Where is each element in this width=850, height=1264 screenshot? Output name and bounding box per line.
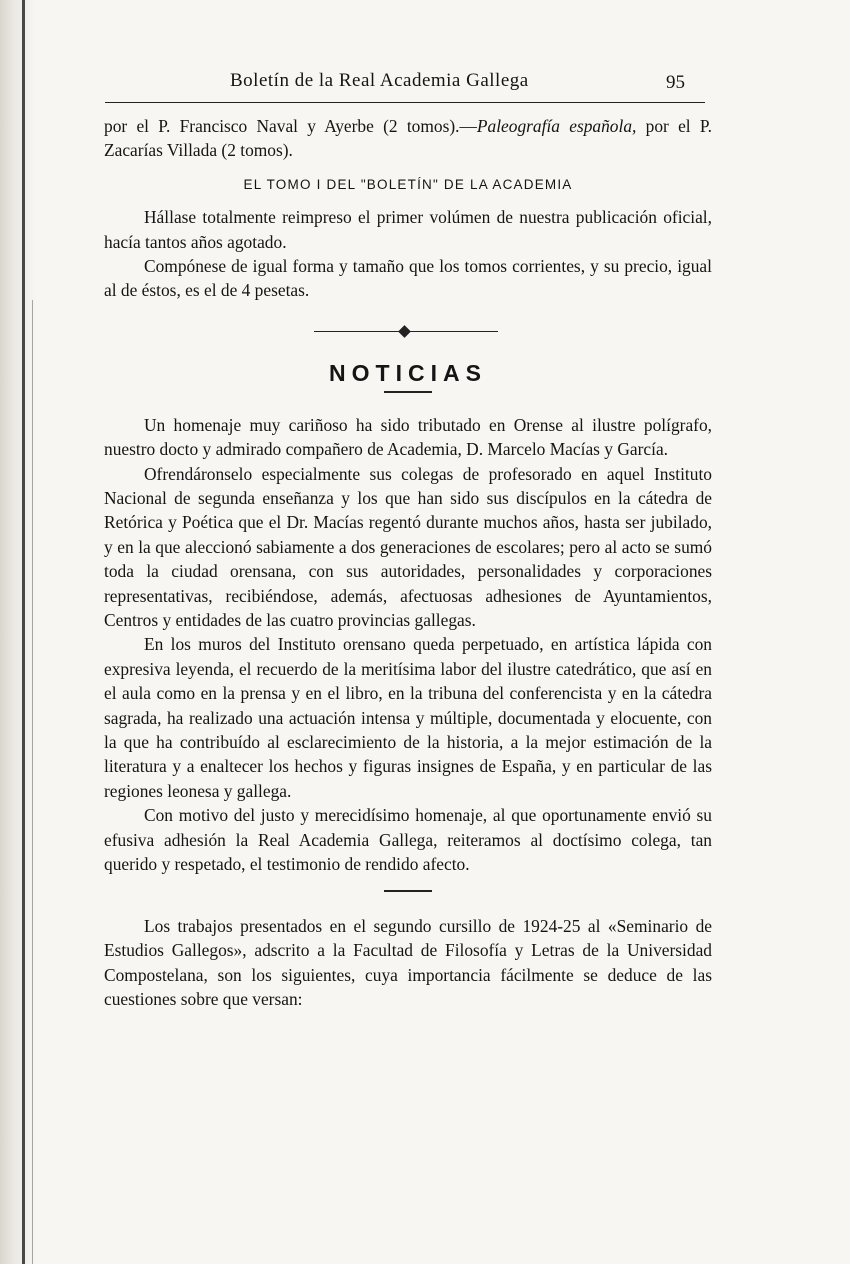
- intro-paragraph: [104, 114, 712, 163]
- intro-text-b: por el P. Zacarías Villada (2 tomos).: [104, 116, 712, 161]
- running-header: [105, 66, 705, 103]
- intro-italic-title: Paleografía española,: [476, 116, 637, 136]
- title-rule: [384, 391, 432, 393]
- intro-text-a: por el P. Francisco Naval y Ayerbe (2 tomos).—: [104, 116, 477, 136]
- noticias-paragraph-2: Ofrendáronselo especialmente sus colegas de profesorado en aquel Instituto Nacional de segunda enseñanza y los que han sido sus discípulos en la cátedra de Retórica y Poética que el Dr. Macías regentó durante muchos años, hasta ser jubilado, y en la que aleccionó sabiamente a dos generaciones de escolares; pero al acto se sumó toda la ciudad orensana, con sus autoridades, personalidades y corporaciones representativas, recibiéndose, además, afectuosas adhesiones de Ayuntamientos, Centros y entidades de las cuatro provincias gallegas.: [104, 463, 712, 630]
- noticias-paragraph-4: Con motivo del justo y merecidísimo homenaje, al que oportunamente envió su efusiva adhesión la Real Academia Gallega, reiteramos al doctísimo colega, tan querido y respetado, el testimonio de rendido afecto.: [104, 805, 712, 875]
- section-ornament: [104, 317, 712, 347]
- binding-edge-line: [22, 0, 25, 1264]
- binding-edge-line-inner: [32, 300, 33, 1264]
- ornament-diamond-icon: [398, 325, 411, 338]
- notice-paragraph-2: Compónese de igual forma y tamaño que los tomos corrientes, y su precio, igual al de éstos, es el de 4 pesetas.: [104, 256, 712, 301]
- header-title: Boletín de la Real Academia Gallega: [230, 70, 529, 91]
- notice-heading: EL TOMO I DEL "BOLETÍN" DE LA ACADEMIA: [243, 176, 573, 192]
- page-number: 95: [666, 72, 685, 93]
- noticias-paragraph-3: En los muros del Instituto orensano queda perpetuado, en artística lápida con expresiva leyenda, el recuerdo de la meritísima labor del ilustre catedrático, que así en el aula como en la prensa y en el libro, en la tribuna del conferencista y en la cátedra sagrada, ha realizado una actuación intensa y múltiple, documentada y elocuente, con la que ha contribuído al esclarecimiento de la historia, a la mejor estimación de la literatura y a enaltecer los hechos y figuras insignes de España, y en particular de las regiones leonesa y gallega.: [104, 634, 712, 801]
- noticias-paragraph-5: Los trabajos presentados en el segundo cursillo de 1924-25 al «Seminario de Estudios Gallegos», adscrito a la Facultad de Filosofía y Letras de la Universidad Compostelana, son los siguientes, cuya importancia fácilmente se deduce de las cuestiones sobre que versan:: [104, 915, 712, 1010]
- page-body: [104, 114, 712, 1012]
- noticias-title: NOTICIAS: [329, 359, 487, 386]
- page-edge-shadow: [0, 0, 36, 1264]
- separator-rule: [384, 890, 432, 892]
- notice-paragraph-1: Hállase totalmente reimpreso el primer volúmen de nuestra publicación oficial, hacía tantos años agotado.: [104, 207, 712, 252]
- noticias-paragraph-1: Un homenaje muy cariñoso ha sido tributado en Orense al ilustre polígrafo, nuestro docto y admirado compañero de Academia, D. Marcelo Macías y García.: [104, 414, 712, 460]
